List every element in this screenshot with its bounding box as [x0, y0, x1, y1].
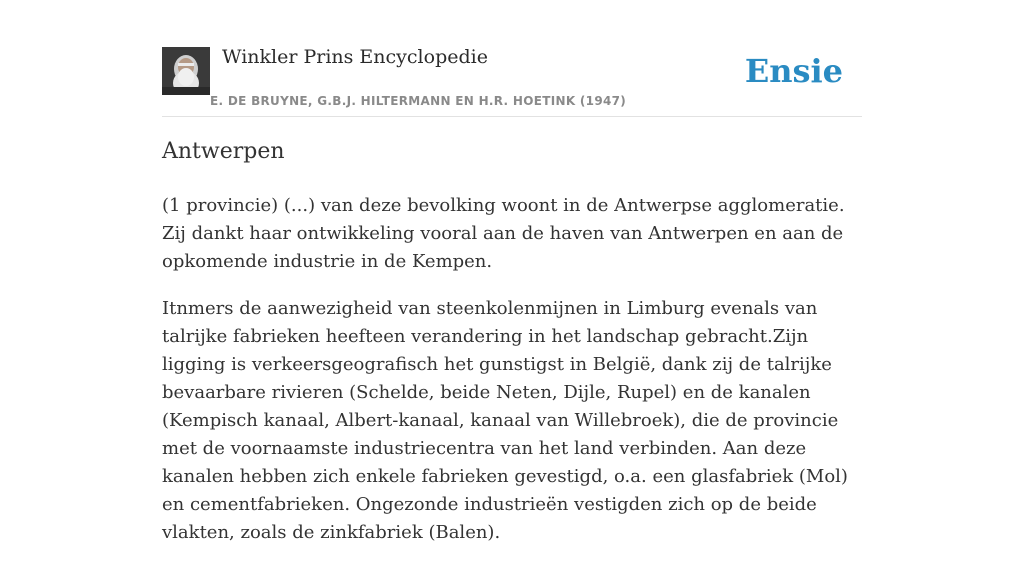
- paragraph: Itnmers de aanwezigheid van steenkolenmijnen in Limburg evenals van talrijke fabrieken heefteen verandering in het landschap gebracht.Zijn ligging is verkeersgeografisch het gunstigst in België, dank zij de talrijke bevaarbare rivieren (Schelde, beide Neten, Dijle, Rupel) en de kanalen (Kempisch kanaal, Albert-kanaal, kanaal van Willebroek), die de provincie met de voornaamste industriecentra van het land verbinden. Aan deze kanalen hebben zich enkele fabrieken gevestigd, o.a. een glasfabriek (Mol) en cementfabrieken. Ongezonde industrieën vestigden zich op de beide vlakten, zoals de zinkfabriek (Balen).: [162, 298, 848, 543]
- header: [162, 44, 862, 117]
- article-title: Antwerpen: [162, 139, 285, 164]
- author-avatar[interactable]: [162, 47, 210, 95]
- portrait-photo-icon: [162, 47, 210, 95]
- brand-logo[interactable]: Ensie: [744, 52, 843, 90]
- authors-byline: E. DE BRUYNE, G.B.J. HILTERMANN EN H.R. HOETINK (1947): [210, 94, 627, 108]
- paragraph: (1 provincie) (...) van deze bevolking woont in de Antwerpse agglomeratie. Zij dankt haar ontwikkeling vooral aan de haven van Antwerpen en aan de opkomende industrie in de Kempen.: [162, 195, 845, 272]
- article-body: [162, 192, 862, 566]
- site-title[interactable]: Winkler Prins Encyclopedie: [222, 46, 488, 68]
